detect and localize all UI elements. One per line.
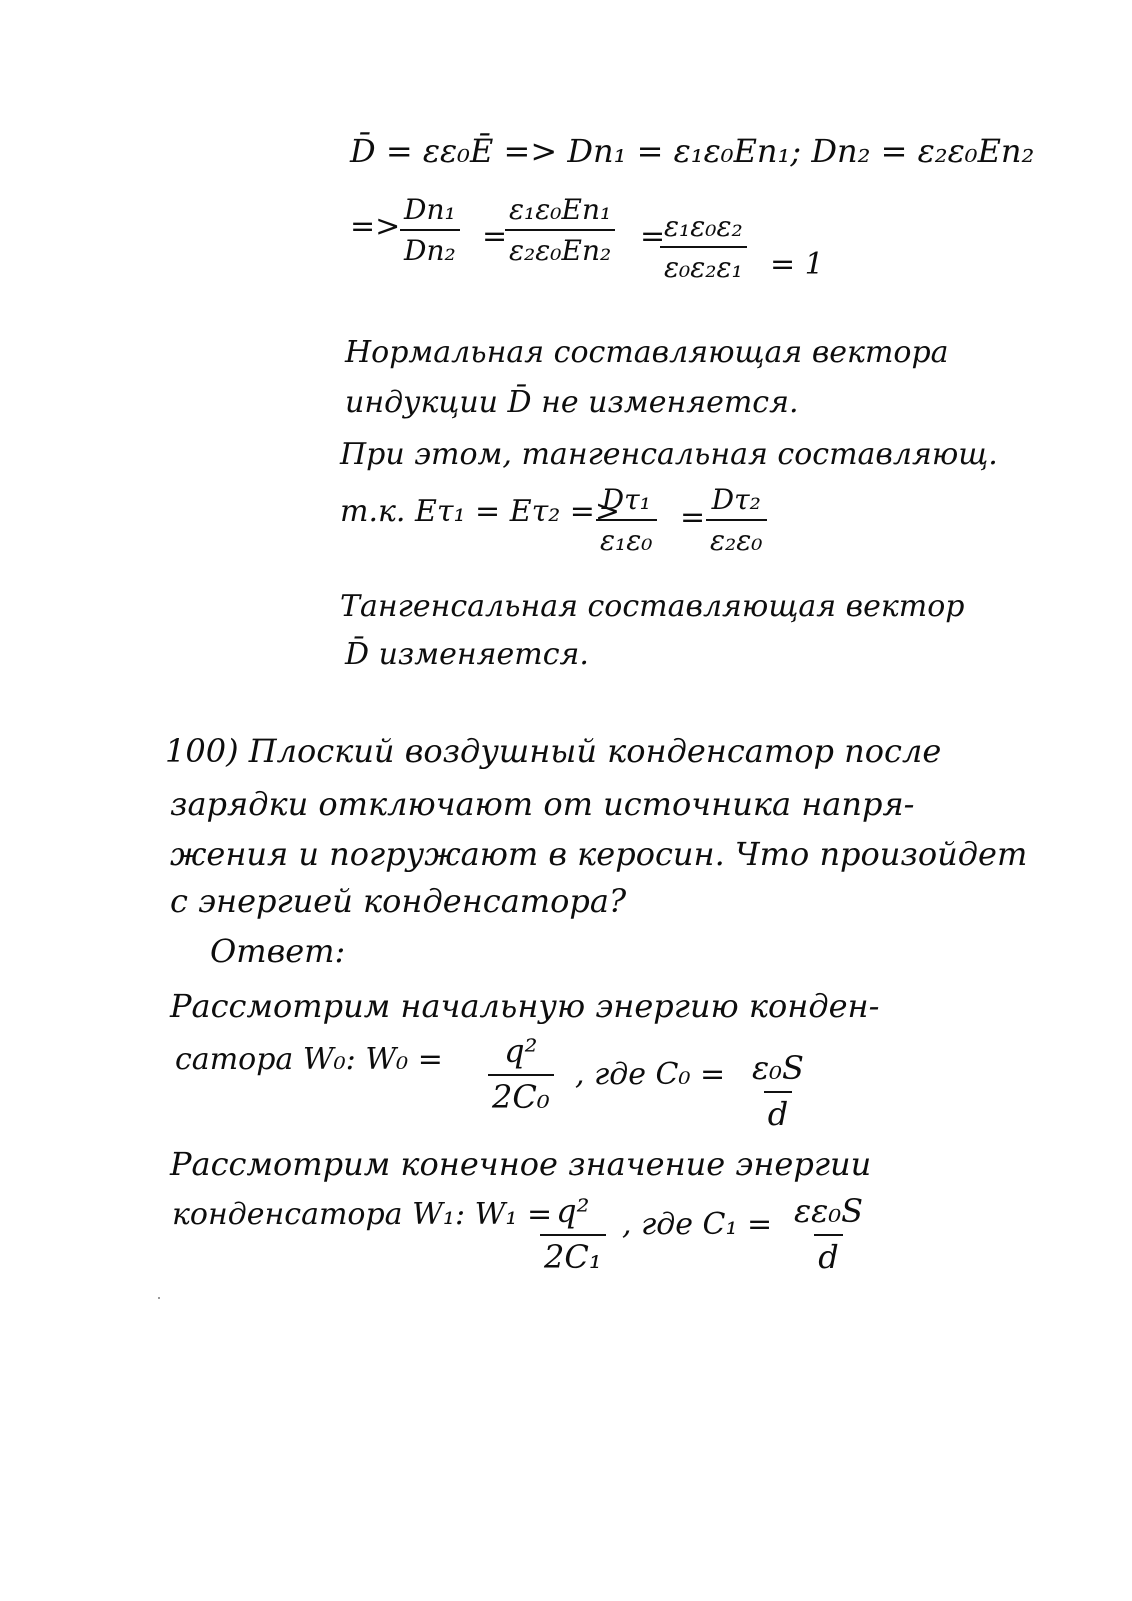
- text-normal-line-1: Нормальная составляющая вектора: [345, 335, 949, 370]
- fraction-denominator: Dn₂: [400, 229, 460, 265]
- fraction-denominator: ε₁ε₀: [596, 519, 657, 555]
- fraction-denominator: ε₂ε₀En₂: [505, 229, 615, 265]
- where-c0: , где C₀ =: [575, 1057, 726, 1092]
- fraction-denominator: 2C₀: [488, 1074, 554, 1115]
- fraction-denominator: d: [814, 1234, 842, 1275]
- problem-line-1: 100) Плоский воздушный конденсатор после: [165, 732, 942, 770]
- fraction-w1: [540, 1192, 606, 1276]
- text-tangent-line-2: Тангенсальная составляющая вектор: [340, 589, 965, 624]
- fraction-numerator: Dτ₁: [601, 483, 651, 516]
- ratio-result: = 1: [770, 247, 824, 282]
- text-tangent-line-1: При этом, тангенсальная составляющ.: [340, 437, 998, 472]
- where-c1: , где C₁ =: [622, 1207, 773, 1242]
- fraction-dn1-dn2: [400, 195, 460, 266]
- fraction-denominator: d: [764, 1091, 792, 1132]
- answer-line-1: Рассмотрим начальную энергию конден-: [170, 987, 880, 1025]
- fraction-c0: [748, 1049, 808, 1133]
- fraction-epsilon-en: [505, 195, 615, 266]
- fraction-numerator: ε₁ε₀ε₂: [664, 210, 743, 243]
- fraction-c1: [790, 1192, 867, 1276]
- implies-arrow: =>: [350, 209, 401, 244]
- text-tangent-line-3: D̄ изменяется.: [345, 637, 589, 672]
- equals-sign: =: [482, 219, 508, 254]
- fraction-denominator: ε₂ε₀: [706, 519, 767, 555]
- tangent-equation-left: т.к. Eτ₁ = Eτ₂ =>: [340, 494, 621, 529]
- problem-line-2: зарядки отключают от источника напря-: [170, 785, 915, 823]
- fraction-dtau1: [596, 485, 657, 556]
- equals-sign: =: [640, 219, 666, 254]
- equation-line-1: D̄ = εε₀Ē => Dn₁ = ε₁ε₀En₁; Dn₂ = ε₂ε₀En₂: [350, 132, 1035, 170]
- fraction-epsilon-product: [660, 212, 747, 283]
- problem-line-3: жения и погружают в керосин. Что произойдет: [170, 835, 1028, 873]
- answer-label: Ответ:: [210, 932, 346, 970]
- fraction-numerator: q²: [504, 1032, 538, 1070]
- fraction-w0: [488, 1032, 554, 1116]
- answer-line-2: сатора W₀: W₀ =: [175, 1042, 443, 1077]
- fraction-denominator: 2C₁: [540, 1234, 606, 1275]
- problem-line-4: с энергией конденсатора?: [170, 882, 627, 920]
- fraction-numerator: Dn₁: [404, 193, 456, 226]
- equals-sign: =: [680, 500, 706, 535]
- fraction-numerator: ε₀S: [752, 1049, 804, 1087]
- fraction-numerator: Dτ₂: [711, 483, 761, 516]
- fraction-denominator: ε₀ε₂ε₁: [660, 246, 747, 282]
- fraction-numerator: εε₀S: [794, 1192, 864, 1230]
- answer-line-3: Рассмотрим конечное значение энергии: [170, 1145, 872, 1183]
- text-normal-line-2: индукции D̄ не изменяется.: [345, 385, 799, 420]
- fraction-dtau2: [706, 485, 767, 556]
- fraction-numerator: q²: [556, 1192, 590, 1230]
- scan-speck: [158, 1297, 160, 1299]
- answer-line-4: конденсатора W₁: W₁ =: [172, 1197, 553, 1232]
- fraction-numerator: ε₁ε₀En₁: [509, 193, 612, 226]
